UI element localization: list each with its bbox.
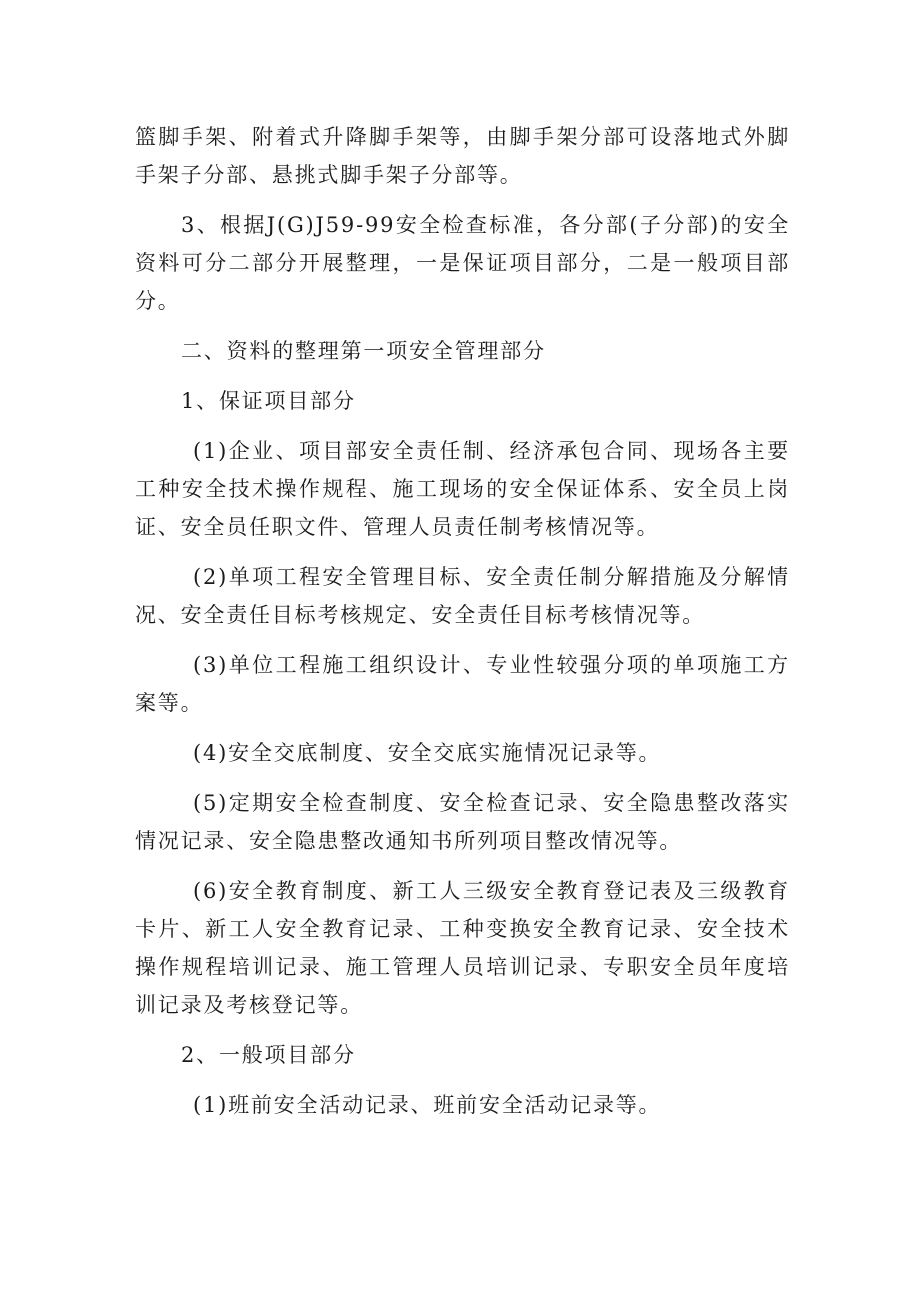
list-item-4: (4)安全交底制度、安全交底实施情况记录等。 <box>193 741 662 765</box>
subheading-general-items: 2、一般项目部分 <box>181 1043 356 1067</box>
subheading-guarantee-items: 1、保证项目部分 <box>181 389 356 413</box>
list-item-6: (6)安全教育制度、新工人三级安全教育登记表及三级教育卡片、新工人安全教育记录、工种变换安全教育记录、安全技术操作规程培训记录、施工管理人员培训记录、专职安全员年度培训记录及考核登记等。 <box>135 879 790 1017</box>
list-item-1: (1)企业、项目部安全责任制、经济承包合同、现场各主要工种安全技术操作规程、施工现场的安全保证体系、安全员上岗证、安全员任职文件、管理人员责任制考核情况等。 <box>135 439 790 539</box>
section-heading-safety-management: 二、资料的整理第一项安全管理部分 <box>181 339 546 363</box>
list-item-3: (3)单位工程施工组织设计、专业性较强分项的单项施工方案等。 <box>135 653 790 715</box>
list-item-general-1: (1)班前安全活动记录、班前安全活动记录等。 <box>193 1093 662 1117</box>
list-item-2: (2)单项工程安全管理目标、安全责任制分解措施及分解情况、安全责任目标考核规定、安全责任目标考核情况等。 <box>135 565 790 627</box>
paragraph-inspection-standard: 3、根据J(G)J59-99安全检查标准，各分部(子分部)的安全资料可分二部分开展整理，一是保证项目部分，二是一般项目部分。 <box>135 213 790 313</box>
paragraph-scaffold-continuation: 篮脚手架、附着式升降脚手架等，由脚手架分部可设落地式外脚手架子分部、悬挑式脚手架子分部等。 <box>135 125 790 187</box>
list-item-5: (5)定期安全检查制度、安全检查记录、安全隐患整改落实情况记录、安全隐患整改通知书所列项目整改情况等。 <box>135 791 790 853</box>
document-body <box>135 118 790 1136</box>
